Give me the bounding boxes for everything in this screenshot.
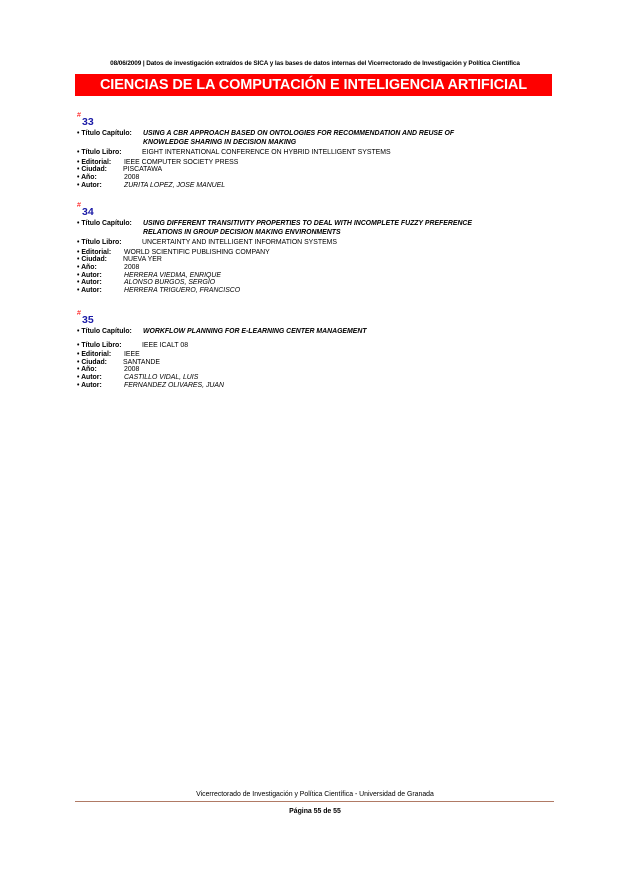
hash-mark: #	[77, 310, 81, 317]
year: 2008	[124, 173, 140, 181]
city-label: • Ciudad:	[77, 166, 107, 174]
city-label: • Ciudad:	[77, 358, 107, 366]
author-label: • Autor:	[77, 181, 102, 189]
author: ZURITA LOPEZ, JOSE MANUEL	[124, 181, 226, 189]
entry-number-value: 35	[82, 314, 94, 326]
city: PISCATAWA	[123, 166, 163, 174]
book-title-label: • Título Libro:	[77, 239, 122, 247]
year-label: • Año:	[77, 263, 97, 271]
entry	[77, 112, 557, 189]
city-row	[77, 166, 557, 174]
book-title-row	[77, 239, 557, 247]
entry	[77, 202, 557, 294]
footer-divider	[75, 801, 554, 802]
section-banner: CIENCIAS DE LA COMPUTACIÓN E INTELIGENCIA ARTIFICIAL	[75, 74, 552, 96]
city-row	[77, 256, 557, 264]
author-row	[77, 279, 557, 287]
city-row	[77, 359, 557, 367]
author-row	[77, 272, 557, 280]
author-row	[77, 287, 557, 295]
author-label: • Autor:	[77, 271, 102, 279]
author: HERRERA VIEDMA, ENRIQUE	[124, 271, 221, 279]
book-title-label: • Título Libro:	[77, 341, 122, 349]
author-label: • Autor:	[77, 279, 102, 287]
entry-number	[77, 310, 557, 326]
hash-mark: #	[77, 202, 81, 209]
author-label: • Autor:	[77, 373, 102, 381]
year: 2008	[124, 366, 140, 374]
book-title: EIGHT INTERNATIONAL CONFERENCE ON HYBRID INTELLIGENT SYSTEMS	[142, 149, 391, 157]
chapter-title: USING DIFFERENT TRANSITIVITY PROPERTIES TO DEAL WITH INCOMPLETE FUZZY PREFERENCE RELATIONS IN GROUP DECISION MAKING ENVIRONMENTS	[143, 220, 472, 236]
year-label: • Año:	[77, 173, 97, 181]
book-title-label: • Título Libro:	[77, 149, 122, 157]
publisher: IEEE	[124, 351, 140, 359]
publisher-row	[77, 351, 557, 359]
entry-number-value: 33	[82, 116, 94, 128]
year-label: • Año:	[77, 366, 97, 374]
chapter-title-row	[77, 130, 557, 147]
publisher-row	[77, 159, 557, 167]
book-title: IEEE ICALT 08	[142, 341, 189, 349]
entry	[77, 310, 557, 389]
publisher: IEEE COMPUTER SOCIETY PRESS	[124, 158, 239, 166]
year-row	[77, 174, 557, 182]
author-row	[77, 374, 557, 382]
author: HERRERA TRIGUERO, FRANCISCO	[124, 286, 241, 294]
chapter-title-label: • Título Capítulo:	[77, 220, 132, 227]
publisher: WORLD SCIENTIFIC PUBLISHING COMPANY	[124, 248, 270, 256]
entry-number	[77, 112, 557, 128]
author-row	[77, 382, 557, 390]
author: CASTILLO VIDAL, LUIS	[124, 373, 199, 381]
entry-number-value: 34	[82, 206, 94, 218]
book-title-row	[77, 342, 557, 350]
author: FERNANDEZ OLIVARES, JUAN	[124, 381, 224, 389]
book-title-row	[77, 149, 557, 157]
entry-number	[77, 202, 557, 218]
footer-institution: Vicerrectorado de Investigación y Política Científica - Universidad de Granada	[196, 791, 434, 798]
publisher-label: • Editorial:	[77, 351, 112, 359]
city: NUEVA YER	[123, 256, 162, 264]
hash-mark: #	[77, 112, 81, 119]
publisher-row	[77, 249, 557, 257]
chapter-title-label: • Título Capítulo:	[77, 328, 132, 335]
book-title: UNCERTAINTY AND INTELLIGENT INFORMATION SYSTEMS	[142, 239, 338, 247]
publisher-label: • Editorial:	[77, 158, 112, 166]
page-header: 08/06/2009 | Datos de investigación extraídos de SICA y las bases de datos internas del Vicerrectorado de Investigación y Política Científica	[110, 60, 520, 67]
year: 2008	[124, 263, 140, 271]
page-number: Página 55 de 55	[289, 808, 341, 815]
chapter-title-row	[77, 328, 557, 337]
author-label: • Autor:	[77, 286, 102, 294]
year-row	[77, 366, 557, 374]
city: SANTANDE	[123, 358, 161, 366]
chapter-title: WORKFLOW PLANNING FOR E-LEARNING CENTER MANAGEMENT	[143, 328, 367, 335]
chapter-title-row	[77, 220, 557, 237]
publisher-label: • Editorial:	[77, 248, 112, 256]
city-label: • Ciudad:	[77, 256, 107, 264]
author: ALONSO BURGOS, SERGIO	[124, 279, 216, 287]
year-row	[77, 264, 557, 272]
author-row	[77, 182, 557, 190]
author-label: • Autor:	[77, 381, 102, 389]
chapter-title-label: • Título Capítulo:	[77, 130, 132, 137]
chapter-title: USING A CBR APPROACH BASED ON ONTOLOGIES FOR RECOMMENDATION AND REUSE OF KNOWLEDGE SHARING IN DECISION MAKING	[143, 130, 455, 146]
